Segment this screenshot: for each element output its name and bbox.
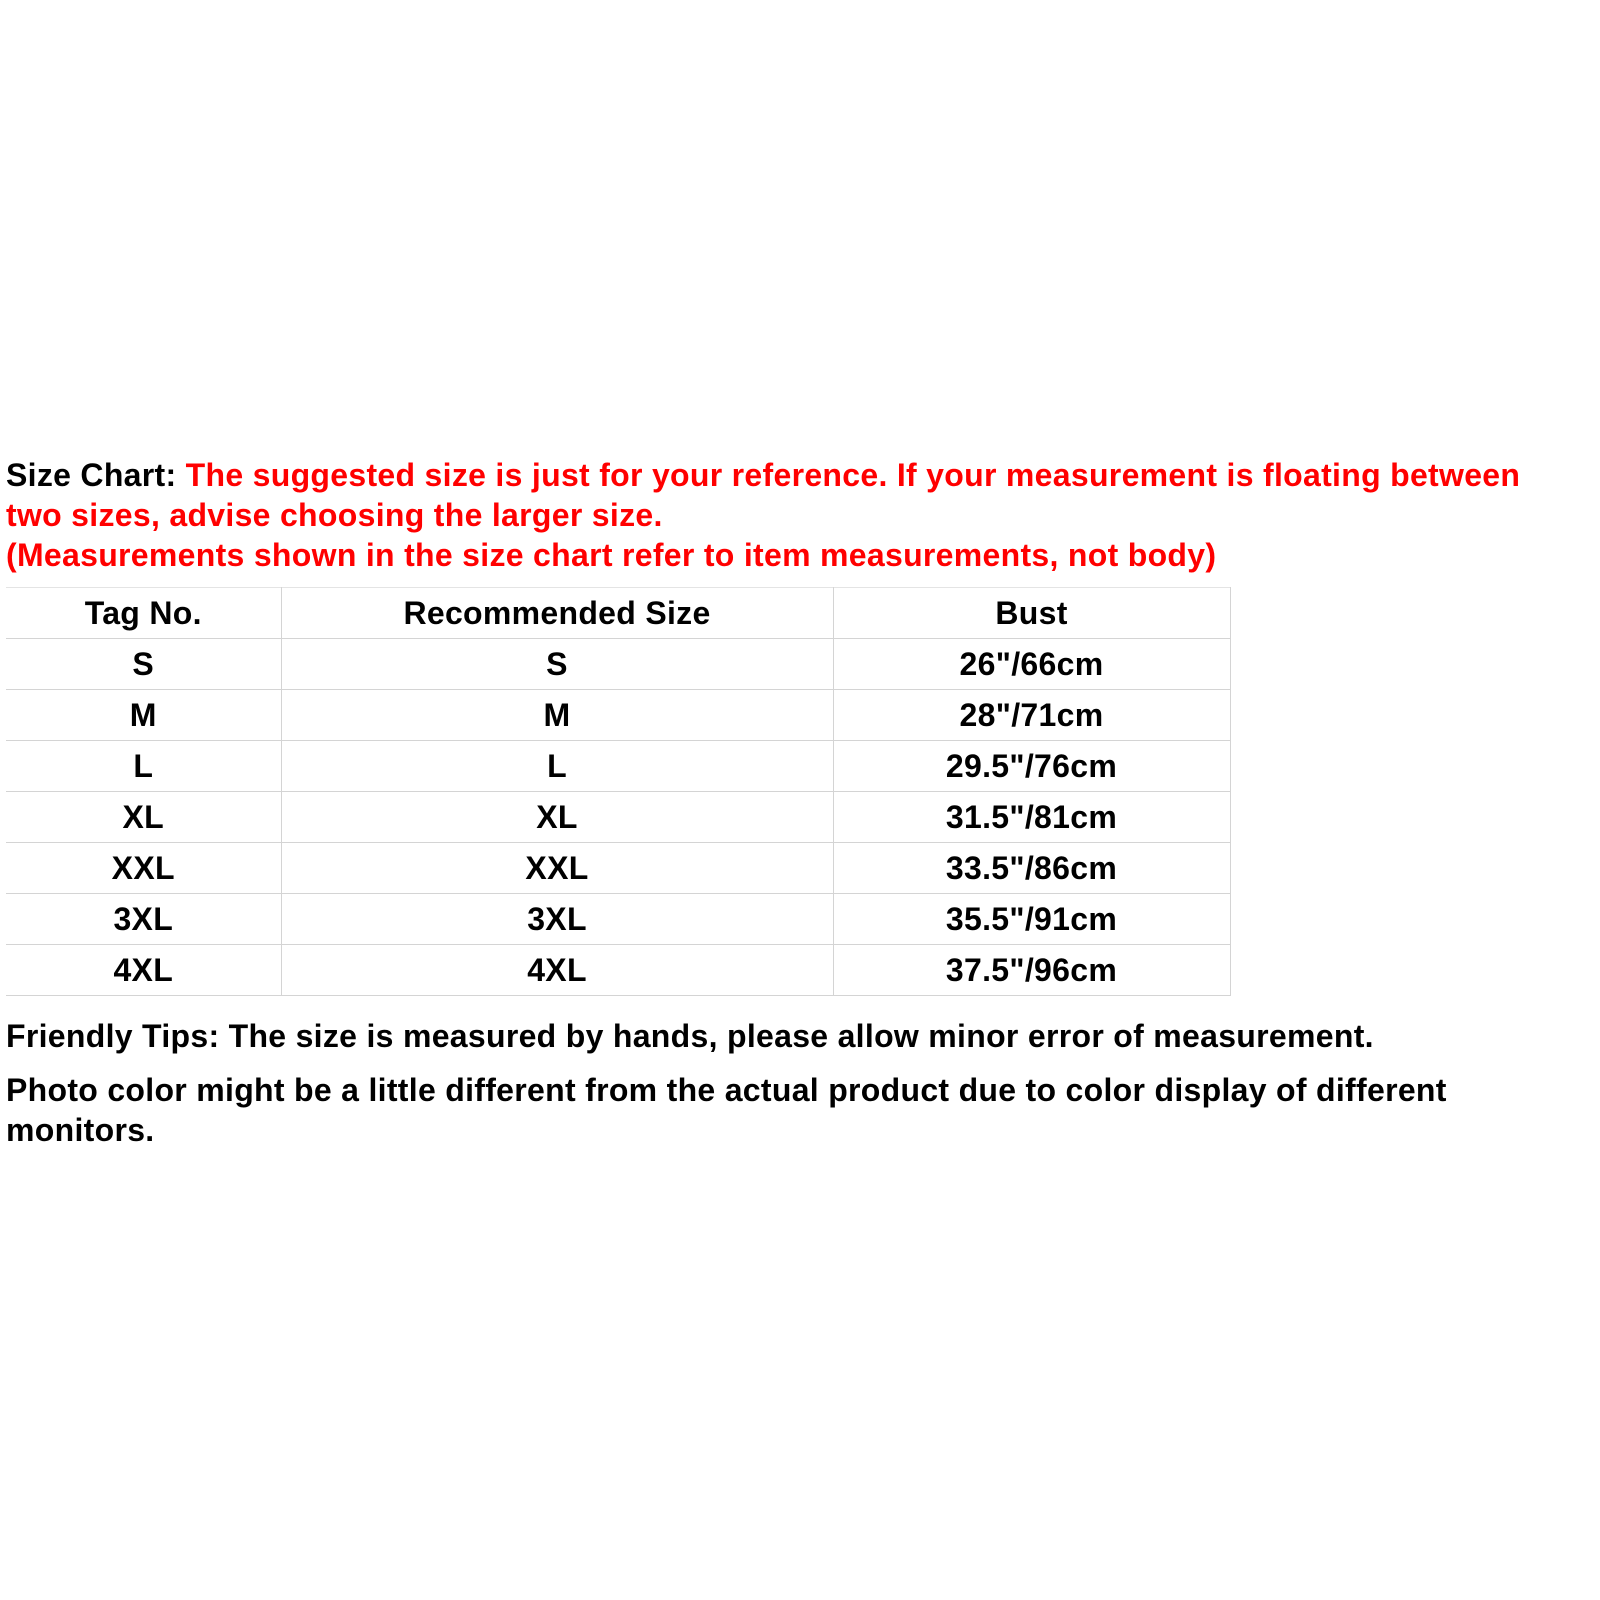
table-row [6,945,1230,996]
cell-tag-no: S [6,639,281,690]
table-row [6,894,1230,945]
cell-bust: 29.5"/76cm [833,741,1230,792]
tip-photo-color: Photo color might be a little different from the actual product due to color display of different monitors. [6,1072,1447,1148]
size-reference-note: The suggested size is just for your reference. If your measurement is floating between two sizes, advise choosing the larger size. [6,457,1521,533]
table-row [6,741,1230,792]
size-chart-note [6,455,1566,535]
cell-tag-no: XXL [6,843,281,894]
table-header-row [6,588,1230,639]
cell-bust: 37.5"/96cm [833,945,1230,996]
table-row [6,792,1230,843]
size-chart-intro [6,455,1566,575]
table-row [6,843,1230,894]
cell-bust: 28"/71cm [833,690,1230,741]
cell-tag-no: 3XL [6,894,281,945]
friendly-tips [6,1016,1576,1150]
cell-recommended-size: 4XL [281,945,833,996]
header-tag-no: Tag No. [6,588,281,639]
table-row [6,639,1230,690]
size-table [6,587,1231,996]
cell-recommended-size: XXL [281,843,833,894]
cell-bust: 33.5"/86cm [833,843,1230,894]
cell-tag-no: XL [6,792,281,843]
cell-bust: 31.5"/81cm [833,792,1230,843]
cell-bust: 26"/66cm [833,639,1230,690]
cell-recommended-size: S [281,639,833,690]
cell-bust: 35.5"/91cm [833,894,1230,945]
tip-measurement: Friendly Tips: The size is measured by hands, please allow minor error of measurement. [6,1018,1374,1054]
size-chart-label: Size Chart: [6,457,177,493]
header-bust: Bust [833,588,1230,639]
table-row [6,690,1230,741]
cell-recommended-size: M [281,690,833,741]
measurement-note: (Measurements shown in the size chart refer to item measurements, not body) [6,537,1217,573]
cell-recommended-size: 3XL [281,894,833,945]
cell-recommended-size: XL [281,792,833,843]
cell-tag-no: 4XL [6,945,281,996]
cell-recommended-size: L [281,741,833,792]
cell-tag-no: L [6,741,281,792]
cell-tag-no: M [6,690,281,741]
header-recommended-size: Recommended Size [281,588,833,639]
